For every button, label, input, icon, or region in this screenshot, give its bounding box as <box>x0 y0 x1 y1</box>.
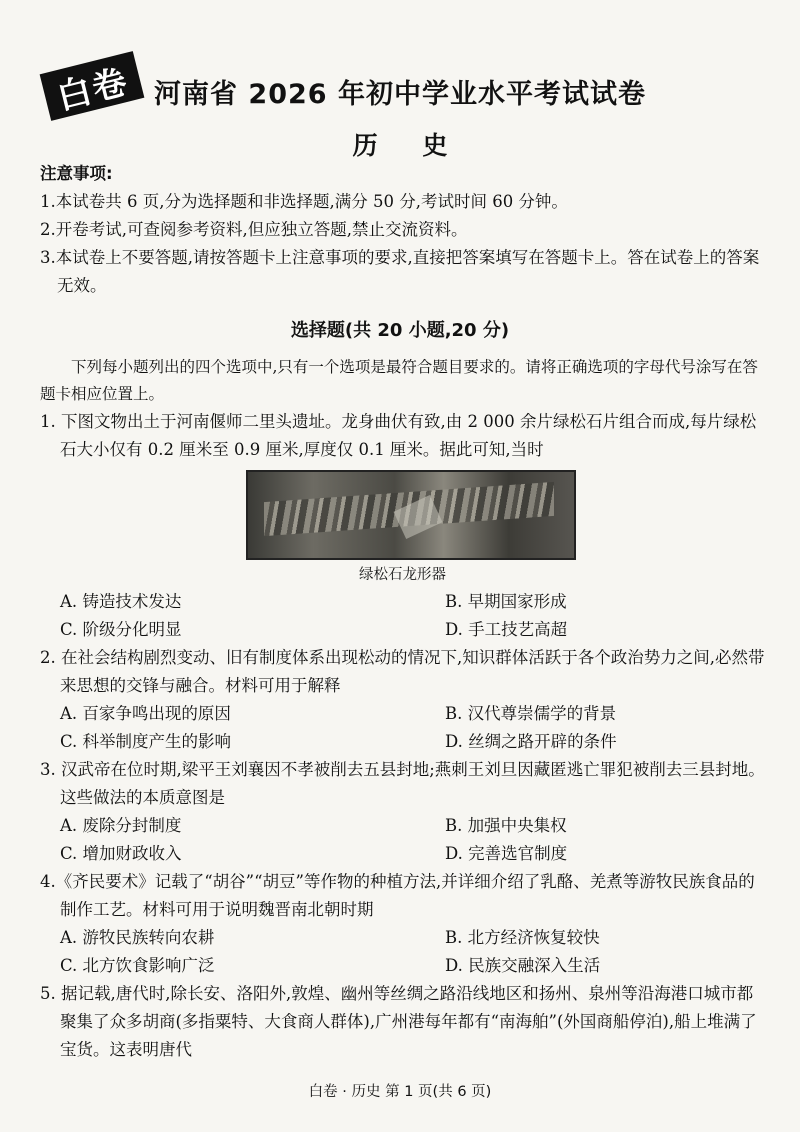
option-c: C. 阶级分化明显 <box>60 620 182 639</box>
question-stem: 1. 下图文物出土于河南偃师二里头遗址。龙身曲伏有致,由 2 000 余片绿松石片组合而成,每片绿松石大小仅有 0.2 厘米至 0.9 厘米,厚度仅 0.1 厘米。据此可知,当时 <box>40 412 757 459</box>
turquoise-dragon-image <box>246 470 576 560</box>
notice-item: 3.本试卷上不要答题,请按答题卡上注意事项的要求,直接把答案填写在答题卡上。答在试卷上的答案无效。 <box>40 248 760 295</box>
exam-title: 河南省 2026 年初中学业水平考试试卷 <box>154 79 646 110</box>
option-a: A. 百家争鸣出现的原因 <box>60 704 231 723</box>
option-b: B. 早期国家形成 <box>445 592 567 611</box>
option-c: C. 增加财政收入 <box>60 844 182 863</box>
option-b: B. 汉代尊崇儒学的背景 <box>445 704 617 723</box>
options <box>40 812 765 868</box>
option-b: B. 加强中央集权 <box>445 816 567 835</box>
options <box>40 700 765 756</box>
subject-title: 历 史 <box>352 131 466 160</box>
option-a: A. 游牧民族转向农耕 <box>60 928 215 947</box>
option-d: D. 民族交融深入生活 <box>445 956 601 975</box>
figure-caption: 绿松石龙形器 <box>359 567 446 583</box>
option-c: C. 北方饮食影响广泛 <box>60 956 215 975</box>
question-stem: 3. 汉武帝在位时期,梁平王刘襄因不孝被削去五县封地;燕刺王刘旦因藏匿逃亡罪犯被削去三县封地。这些做法的本质意图是 <box>40 760 765 807</box>
question-stem: 4.《齐民要术》记载了“胡谷”“胡豆”等作物的种植方法,并详细介绍了乳酪、羌煮等游牧民族食品的制作工艺。材料可用于说明魏晋南北朝时期 <box>40 872 755 919</box>
question-2 <box>40 644 765 756</box>
options <box>40 588 765 644</box>
option-d: D. 手工技艺高超 <box>445 620 568 639</box>
option-a: A. 废除分封制度 <box>60 816 182 835</box>
notice-item: 2.开卷考试,可查阅参考资料,但应独立答题,禁止交流资料。 <box>40 220 468 239</box>
notice-section <box>40 160 765 300</box>
option-d: D. 完善选官制度 <box>445 844 568 863</box>
question-1 <box>40 408 765 644</box>
question-stem: 5. 据记载,唐代时,除长安、洛阳外,敦煌、幽州等丝绸之路沿线地区和扬州、泉州等沿海港口城市都聚集了众多胡商(多指粟特、大食商人群体),广州港每年都有“南海舶”(外国商船停泊),船上堆满了宝货。这表明唐代 <box>40 984 757 1059</box>
question-area <box>40 354 765 1064</box>
paper-badge: 白卷 <box>40 51 145 121</box>
section-title: 选择题(共 20 小题,20 分) <box>290 320 510 341</box>
option-c: C. 科举制度产生的影响 <box>60 732 232 751</box>
options <box>40 924 765 980</box>
notice-item: 1.本试卷共 6 页,分为选择题和非选择题,满分 50 分,考试时间 60 分钟。 <box>40 192 568 211</box>
question-4 <box>40 868 765 980</box>
page-footer: 白卷 · 历史 第 1 页(共 6 页) <box>308 1084 492 1100</box>
option-b: B. 北方经济恢复较快 <box>445 928 600 947</box>
section-instruction: 下列每小题列出的四个选项中,只有一个选项是最符合题目要求的。请将正确选项的字母代号涂写在答题卡相应位置上。 <box>40 358 758 403</box>
question-stem: 2. 在社会结构剧烈变动、旧有制度体系出现松动的情况下,知识群体活跃于各个政治势力之间,必然带来思想的交锋与融合。材料可用于解释 <box>40 648 765 695</box>
option-a: A. 铸造技术发达 <box>60 592 182 611</box>
question-5 <box>40 980 765 1064</box>
option-d: D. 丝绸之路开辟的条件 <box>445 732 617 751</box>
notice-title: 注意事项: <box>40 164 113 183</box>
question-3 <box>40 756 765 868</box>
